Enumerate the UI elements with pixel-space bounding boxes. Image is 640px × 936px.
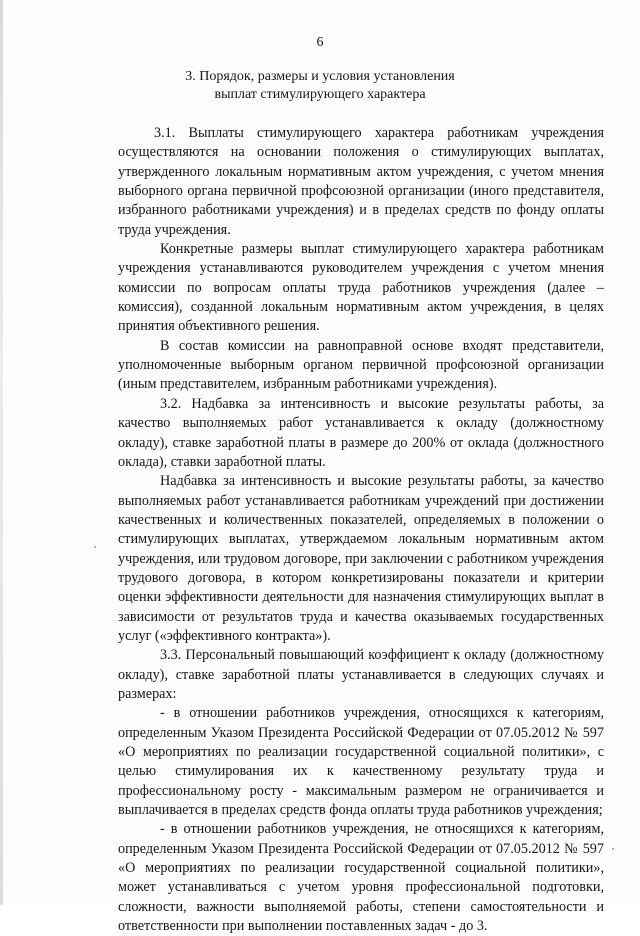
list-item-non-category-workers: - в отношении работников учреждения, не относящихся к категориям, определенным Указом Президента Российской Федерации от 07.05.2012 № 597 «О мероприятиях по реализации государственной социальной политики», может устанавливаться с учетом уровня профессиональной подготовки, сложности, важности выполняемой работы, степени самостоятельности и ответственности при выполнении поставленных задач - до 3.: [118, 821, 604, 935]
scan-speck: [94, 546, 96, 548]
page-number: 6: [316, 35, 324, 50]
section-title-line-1: 3. Порядок, размеры и условия установления: [185, 69, 455, 84]
section-title: [120, 68, 520, 104]
paragraph-3-3: 3.3. Персональный повышающий коэффициент к окладу (должностному окладу), ставке заработной платы устанавливается в следующих случаях и размерах:: [118, 647, 604, 702]
scan-edge-shadow: [0, 0, 3, 905]
paragraph-3-2: 3.2. Надбавка за интенсивность и высокие результаты работы, за качество выполняемых работ устанавливается к окладу (должностному окладу), ставке заработной платы в размере до 200% от оклада (должностного оклада), ставки заработной платы.: [118, 395, 604, 470]
list-item-category-workers: - в отношении работников учреждения, относящихся к категориям, определенным Указом Президента Российской Федерации от 07.05.2012 № 597 «О мероприятиях по реализации государственной социальной политики», с целью стимулирования их к качественному результату труда и профессиональному росту - максимальным размером не ограничивается и выплачивается в пределах средств фонда оплаты труда работников учреждения;: [118, 705, 604, 819]
paragraph-3-1: 3.1. Выплаты стимулирующего характера работникам учреждения осуществляются на основании положения о стимулирующих выплатах, утвержденного локальным нормативным актом учреждения, с учетом мнения выборного органа первичной профсоюзной организации (иного представителя, избранного работниками учреждения) и в пределах средств по фонду оплаты труда учреждения.: [118, 125, 604, 238]
document-body: [118, 124, 604, 936]
paragraph-commission-composition: В состав комиссии на равноправной основе входят представители, уполномоченные выборным органом первичной профсоюзной организации (иным представителем, избранным работниками учреждения).: [118, 337, 604, 393]
section-title-line-2: выплат стимулирующего характера: [214, 87, 426, 102]
scan-speck: [612, 848, 614, 850]
paragraph-bonus-conditions: Надбавка за интенсивность и высокие результаты работы, за качество выполняемых работ устанавливается работникам учреждений при достижении качественных и количественных показателей, определяемых в положении о стимулирующих выплатах, утверждаемом локальным нормативным актом учреждения, или трудовом договоре, при заключении с работником учреждения трудового договора, в котором конкретизированы показатели и критерии оценки эффективности деятельности для назначения стимулирующих выплат в зависимости от результатов труда и качества оказываемых государственных услуг («эффективного контракта»).: [118, 473, 604, 644]
paragraph-specific-amounts: Конкретные размеры выплат стимулирующего характера работникам учреждения устанавливаются руководителем учреждения с учетом мнения комиссии по вопросам оплаты труда работников учреждения (далее – комиссия), созданной локальным нормативным актом учреждения, в целях принятия объективного решения.: [118, 241, 604, 335]
